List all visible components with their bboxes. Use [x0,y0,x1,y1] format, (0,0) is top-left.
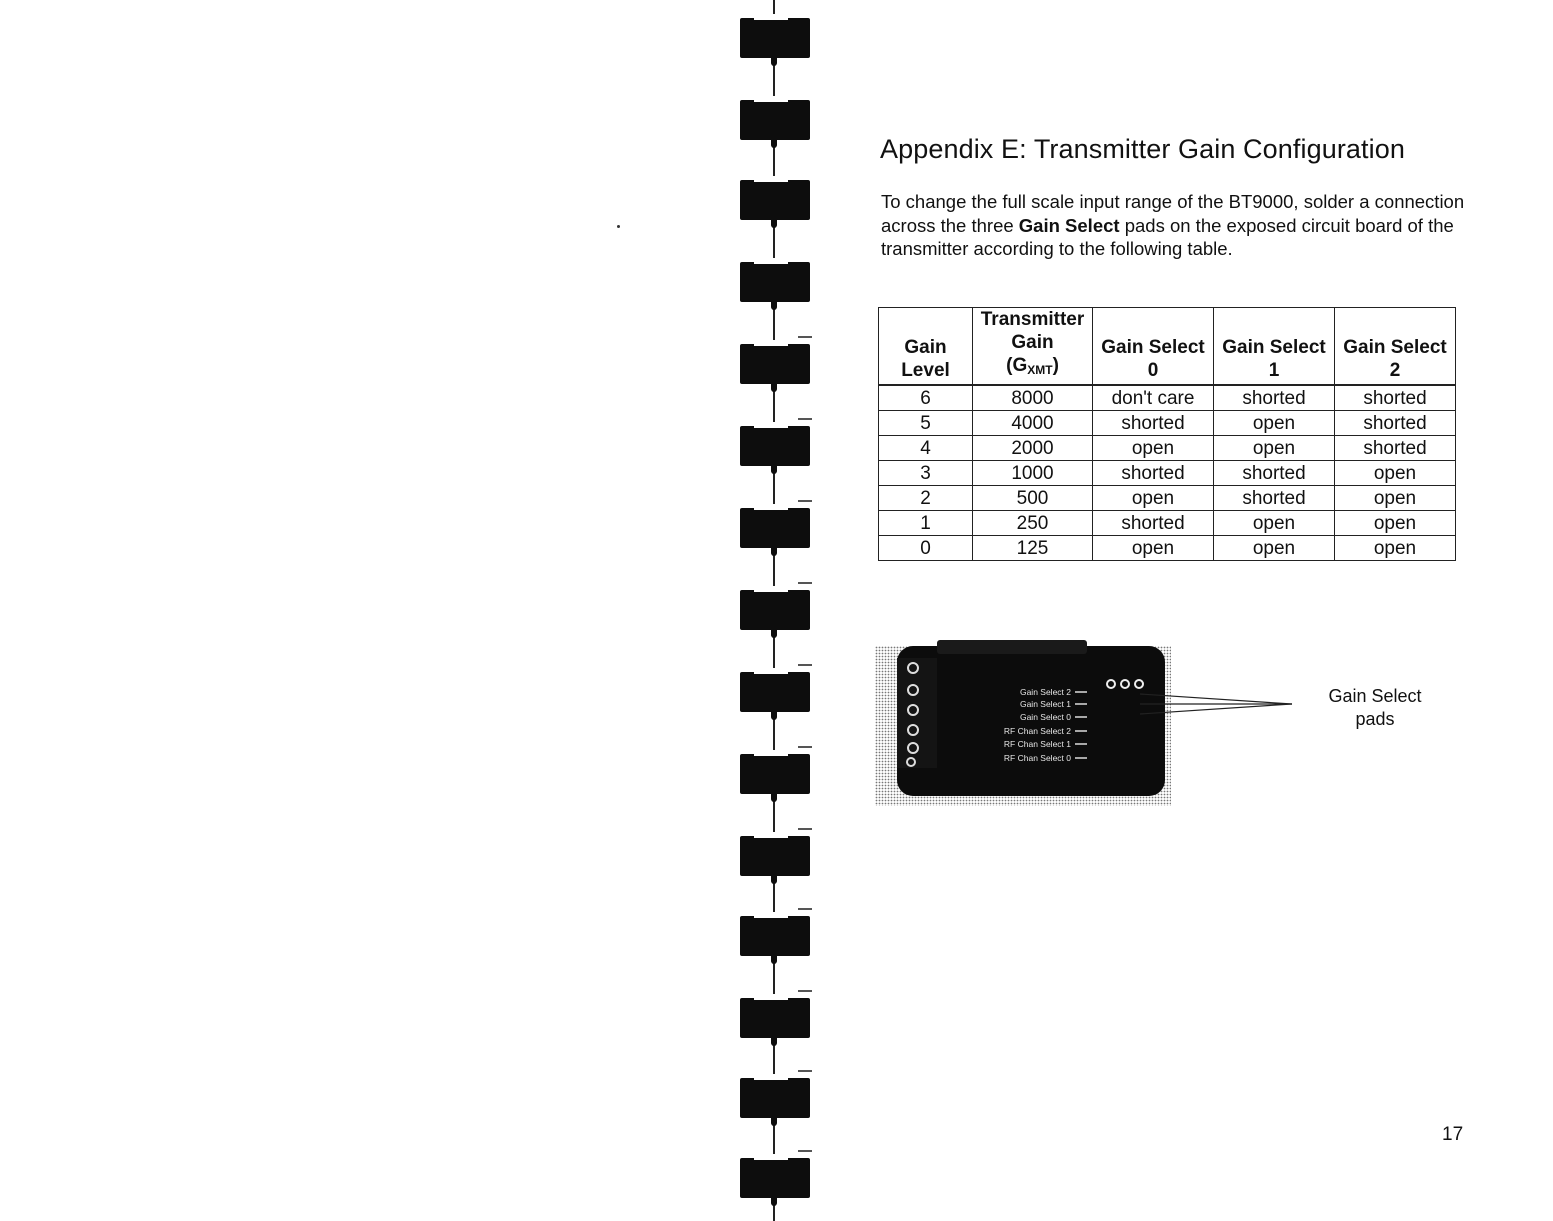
header-line: Gain [1011,332,1054,353]
header-line: Transmitter [980,309,1085,330]
header-line: Level [901,360,950,381]
binding-ring [740,582,814,638]
table-cell: 3 [879,461,973,486]
intro-text-before: To change the full scale input range of the BT9000, solder a connection across the three [881,191,1465,236]
intro-text-bold: Gain Select [1018,214,1120,236]
silkscreen-label: RF Chan Select 0 [1003,753,1071,763]
header-gain-select-2 [1335,308,1456,386]
silkscreen-label: RF Chan Select 2 [1003,726,1071,736]
intro-text-after: pads on the exposed circuit board of the transmitter according to the following table. [881,214,1454,259]
header-line: Gain Select [1222,337,1326,358]
binding-ring [740,908,814,964]
table-cell: open [1093,536,1214,561]
table-cell: open [1335,511,1456,536]
table-cell: 0 [879,536,973,561]
table-cell: shorted [1335,385,1456,411]
table-cell: don't care [1093,385,1214,411]
gain-configuration-table [878,307,1456,561]
table-cell: shorted [1214,486,1335,511]
page-number: 17 [1442,1124,1464,1145]
binding-ring [740,500,814,556]
table-cell: shorted [1093,411,1214,436]
table-row [879,411,1456,436]
table-cell: open [1214,411,1335,436]
table-header-row [879,308,1456,386]
silkscreen-label: Gain Select 2 [1019,687,1071,697]
header-line: Gain [904,337,947,358]
header-gain-level [879,308,973,386]
table-cell: 5 [879,411,973,436]
transmitter-top-edge [937,640,1087,654]
binding-ring [740,746,814,802]
table-cell: open [1093,486,1214,511]
intro-paragraph [881,190,1481,261]
table-cell: 1000 [973,461,1093,486]
binding-ring [740,664,814,720]
binding-ring [740,254,814,310]
table-cell: open [1335,486,1456,511]
callout-leader-lines [1140,690,1300,720]
table-cell: open [1335,536,1456,561]
binding-ring [740,1070,814,1126]
binding-ring [740,418,814,474]
binding-ring [740,1150,814,1206]
header-gain-select-0 [1093,308,1214,386]
header-line: $(G_{XMT})$ [1006,355,1059,377]
header-gain-select-1 [1214,308,1335,386]
table-cell: 125 [973,536,1093,561]
callout-line: pads [1355,709,1395,729]
header-line: 0 [1147,360,1159,381]
table-cell: shorted [1093,461,1214,486]
binding-ring [740,10,814,66]
header-line: Gain Select [1343,337,1447,358]
circuit-board-photo [875,640,1171,806]
callout-line: Gain Select [1328,686,1422,706]
table-cell: 4000 [973,411,1093,436]
table-cell: 500 [973,486,1093,511]
spiral-binding [732,0,822,1221]
header-symbol: G [1012,355,1028,376]
table-cell: shorted [1335,436,1456,461]
binding-ring [740,990,814,1046]
header-line: 2 [1389,360,1401,381]
table-cell: 6 [879,385,973,411]
table-cell: open [1093,436,1214,461]
table-cell: 8000 [973,385,1093,411]
table-row [879,436,1456,461]
table-row [879,461,1456,486]
scan-speck [617,225,620,228]
header-line: Gain Select [1101,337,1205,358]
table-row [879,536,1456,561]
binding-ring [740,172,814,228]
table-row [879,511,1456,536]
table-body [879,385,1456,561]
header-line: 1 [1268,360,1280,381]
table-cell: shorted [1093,511,1214,536]
table-cell: shorted [1214,461,1335,486]
gain-select-pads-callout [1300,685,1450,731]
table-cell: open [1214,536,1335,561]
binding-ring [740,336,814,392]
table-cell: 4 [879,436,973,461]
table-cell: open [1214,436,1335,461]
table-row [879,486,1456,511]
header-transmitter-gain [973,308,1093,386]
table-cell: 2 [879,486,973,511]
table-row [879,385,1456,411]
binding-ring [740,828,814,884]
page-title: Appendix E: Transmitter Gain Configuration [880,134,1405,164]
header-subscript: XMT [1027,363,1053,377]
silkscreen-label: Gain Select 1 [1019,699,1071,709]
table-cell: 250 [973,511,1093,536]
binding-ring [740,92,814,148]
silkscreen-label: RF Chan Select 1 [1003,739,1071,749]
table-cell: open [1214,511,1335,536]
silkscreen-label: Gain Select 0 [1019,712,1071,722]
table-cell: 1 [879,511,973,536]
table-cell: shorted [1335,411,1456,436]
table-cell: open [1335,461,1456,486]
table-cell: shorted [1214,385,1335,411]
table-cell: 2000 [973,436,1093,461]
